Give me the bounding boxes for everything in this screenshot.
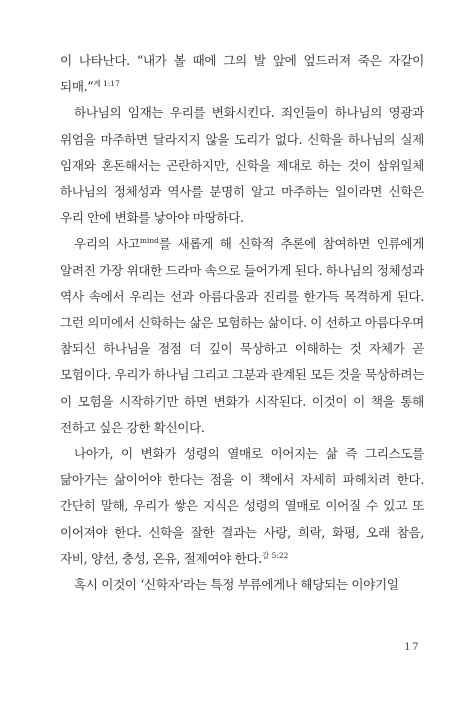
scripture-reference: 계 1:17 [93, 79, 120, 89]
body-text [60, 48, 424, 598]
gloss-superscript: mind [139, 236, 159, 246]
paragraph-text: 나아가, 이 변화가 성령의 열매로 이어지는 삶 즉 그리스도를 닮아가는 삶이어야 한다는 점을 이 책에서 자세히 파헤치려 한다. 간단히 말해, 우리가 쌓은 지식은 성령의 열매로 이어질 수 있고 또 이어져야 한다. 신학을 잘한 결과는 사랑, 희락, 화평, 오래 참음, 자비, 양선, 충성, 온유, 절제여야 한다. [60, 446, 424, 566]
paragraph-text: 하나님의 임재는 우리를 변화시킨다. 죄인들이 하나님의 영광과 위엄을 마주하면 달라지지 않을 도리가 없다. 신학을 하나님의 실제 임재와 혼돈해서는 곤란하지만, 신학을 제대로 하는 것이 삼위일체 하나님의 정체성과 역사를 분명히 알고 마주하는 일이라면 신학은 우리 안에 변화를 낳아야 마땅하다. [60, 105, 424, 226]
paragraph-text: 이 나타난다. “내가 볼 때에 그의 발 앞에 엎드러져 죽은 자같이 되매.” [60, 53, 424, 95]
paragraph-4 [60, 441, 424, 572]
page-number: 17 [404, 642, 420, 653]
paragraph-text: 우리의 사고 [74, 236, 140, 252]
paragraph-text: 혹시 이것이 ‘신학자’라는 특정 부류에게나 해당되는 이야기일 [74, 577, 399, 593]
paragraph-5 [60, 572, 424, 598]
scripture-reference: 갈 5:22 [261, 550, 289, 560]
paragraph-text: 를 새롭게 해 신학적 추론에 참여하면 인류에게 알려진 가장 위대한 드라마 속으로 들어가게 된다. 하나님의 정체성과 역사 속에서 우리는 선과 아름다움과 진리를 한가득 목격하게 된다. 그런 의미에서 신학하는 삶은 모험하는 삶이다. 이 선하고 아름다우며 참되신 하나님을 점점 더 깊이 묵상하고 이해하는 것 자체가 곧 모험이다. 우리가 하나님 그리고 그분과 관계된 모든 것을 묵상하려는 이 모험을 시작하기만 하면 변화가 시작된다. 이것이 이 책을 통해 전하고 싶은 강한 확신이다. [60, 236, 425, 435]
paragraph-3 [60, 231, 424, 441]
paragraph-1 [60, 48, 424, 100]
paragraph-2 [60, 100, 424, 231]
